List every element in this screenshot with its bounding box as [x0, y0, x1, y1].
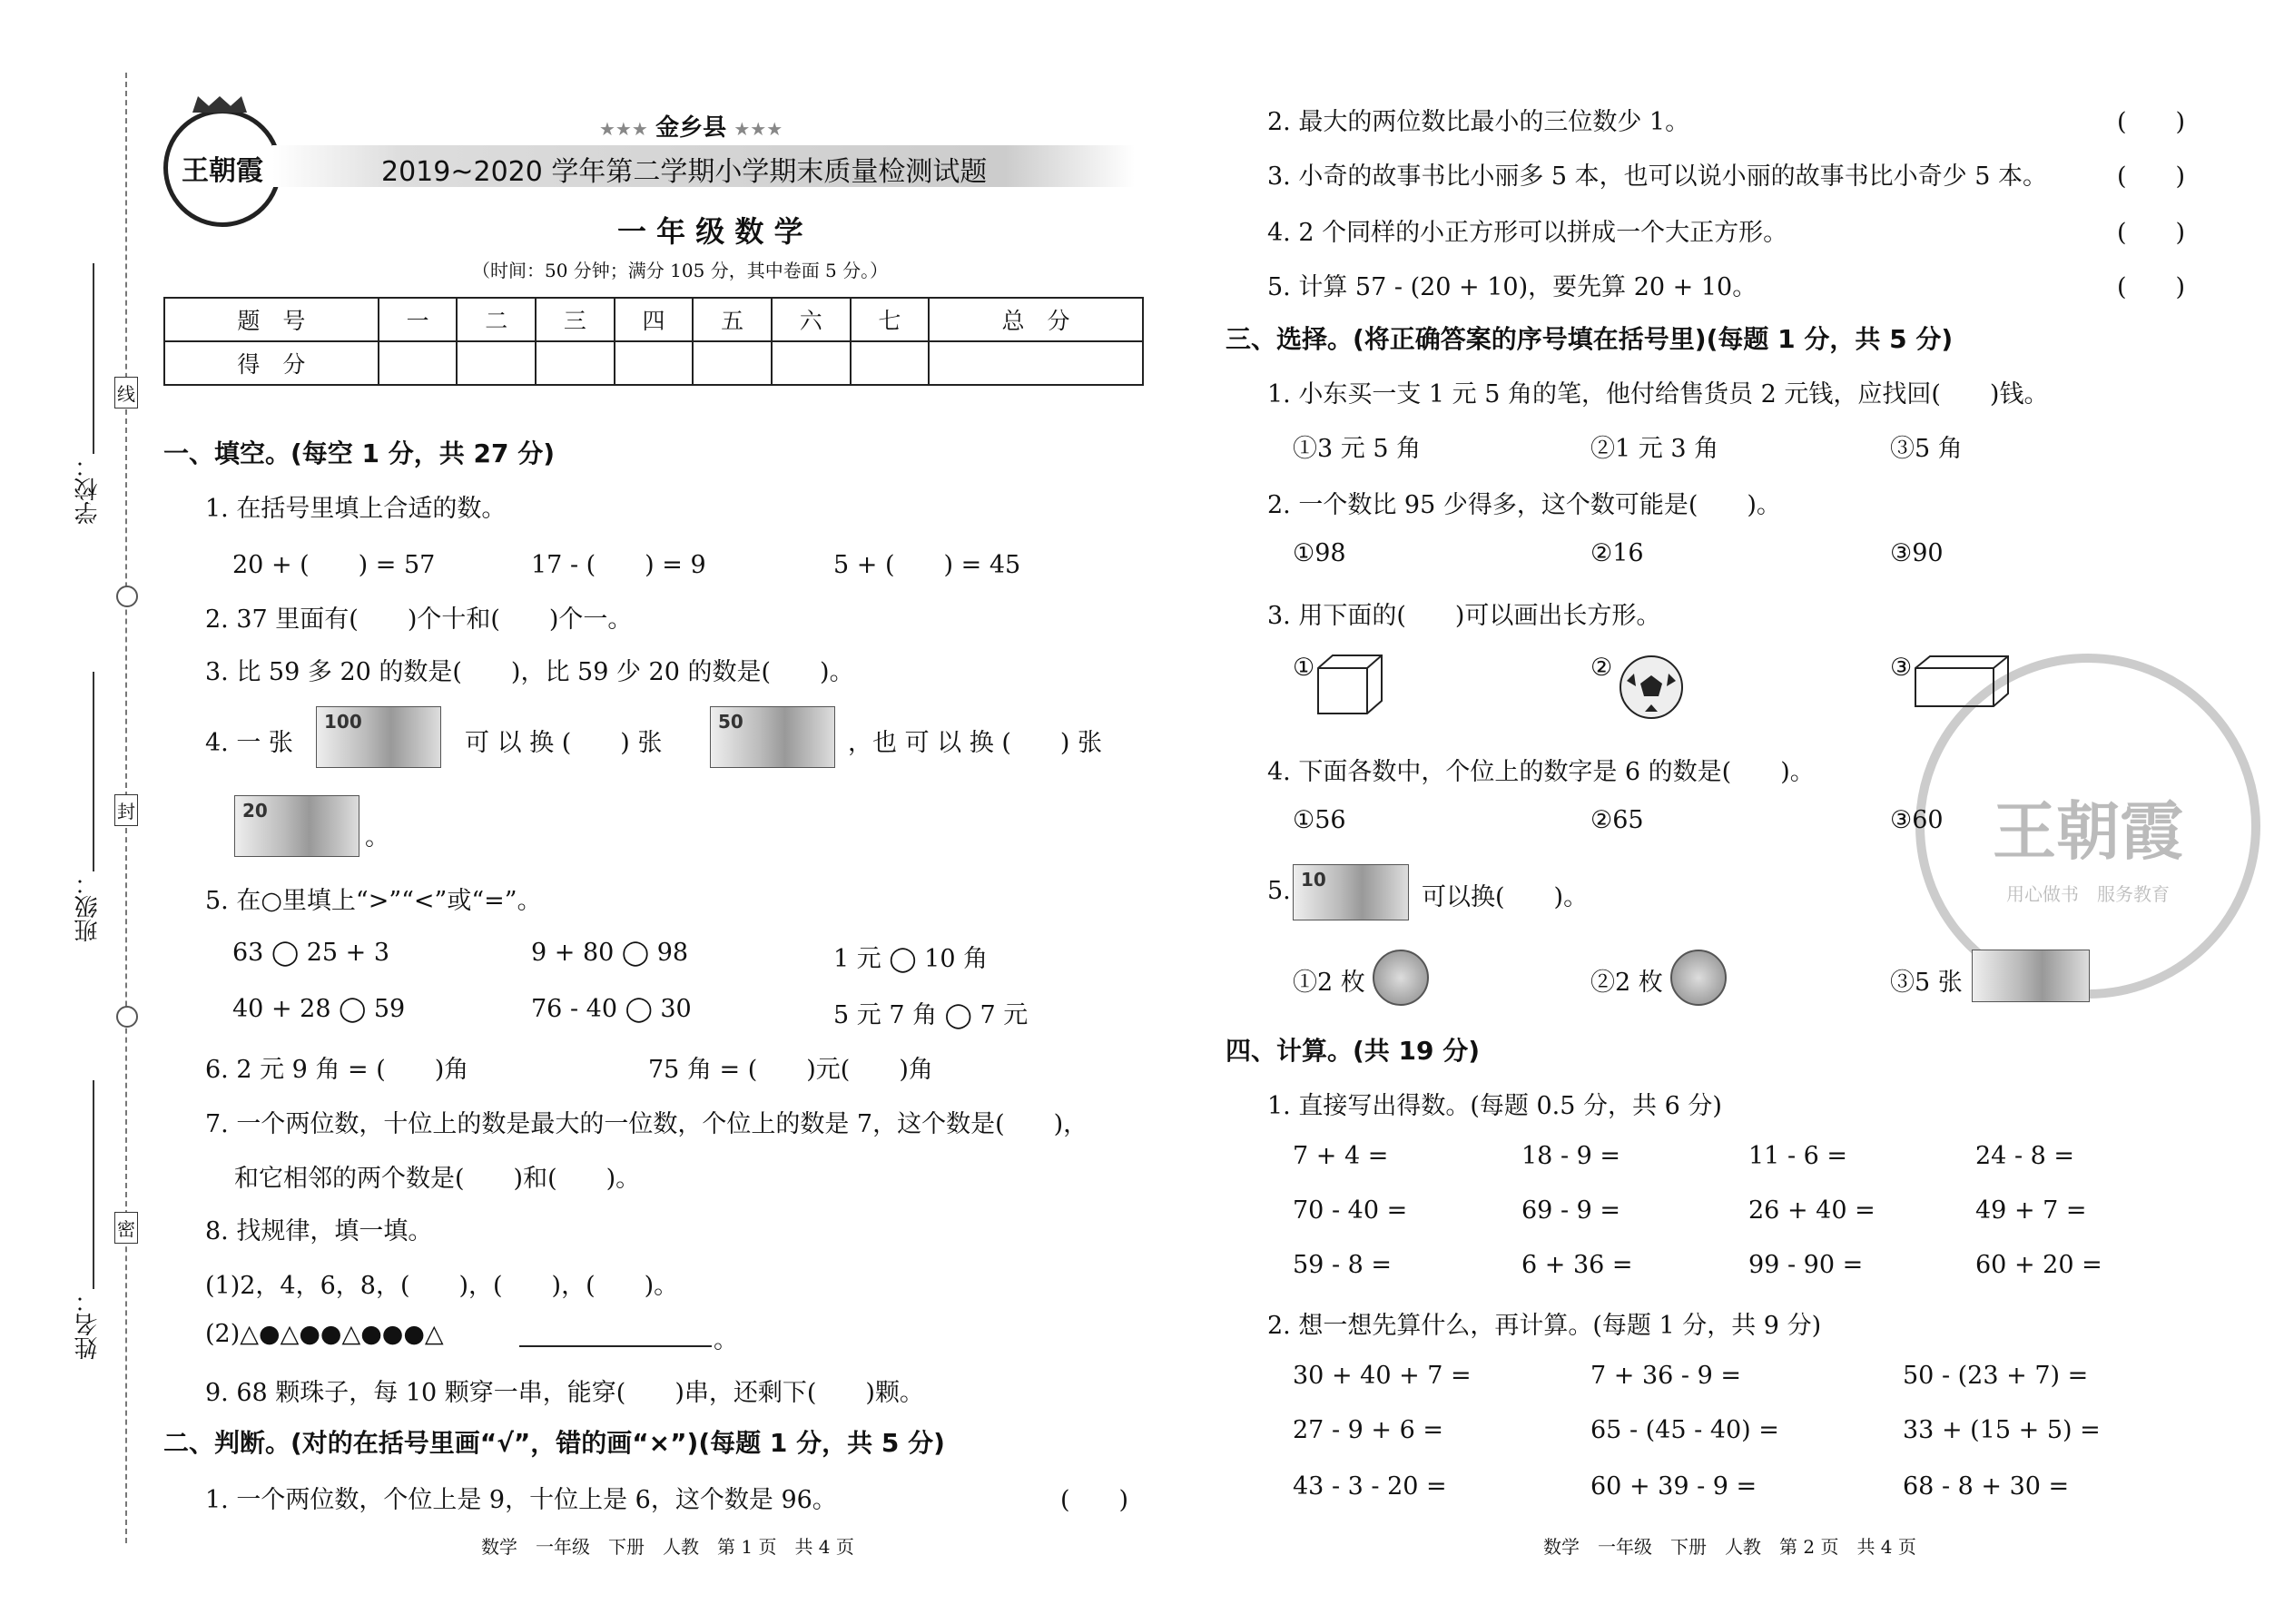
- mark-xian: 线: [114, 377, 138, 408]
- s2-blank: ( ): [2117, 108, 2186, 136]
- score-cell: 总 分: [929, 298, 1143, 341]
- s1-q8-2: (2)△●△●●△●●●△: [205, 1320, 444, 1348]
- county-stars-left: ★★★: [599, 118, 648, 140]
- section3-title: 三、选择。(将正确答案的序号填在括号里)(每题 1 分，共 5 分): [1226, 324, 1954, 354]
- s4-q1-item: 49 + 7 =: [1975, 1196, 2087, 1225]
- school-label: 学校：: [74, 454, 102, 525]
- s4-q1-item: 6 + 36 =: [1521, 1251, 1633, 1279]
- s4-q1-item: 69 - 9 =: [1521, 1196, 1621, 1225]
- s2-item-5: 5. 计算 57 - (20 + 10)，要先算 20 + 10。: [1267, 273, 1757, 301]
- cube-icon: [1314, 652, 1387, 717]
- mark-feng: 封: [114, 794, 138, 826]
- s2-blank: ( ): [2117, 219, 2186, 247]
- s1-q7-b: 和它相邻的两个数是( )和( )。: [234, 1165, 641, 1193]
- s1-q5-item: 63 ◯ 25 + 3: [232, 939, 390, 967]
- s4-q1-item: 59 - 8 =: [1293, 1251, 1393, 1279]
- s3-option: ①2 枚: [1293, 969, 1365, 997]
- watermark-slogan: 用心做书 服务教育: [2006, 883, 2170, 905]
- s1-q1-a: 20 + ( ) = 57: [232, 551, 436, 579]
- score-cell: 得 分: [164, 341, 379, 385]
- s2-blank: ( ): [1060, 1486, 1129, 1514]
- s1-q4-b: 可 以 换 ( ) 张: [465, 729, 663, 757]
- score-cell: [693, 341, 772, 385]
- s3-option: ③90: [1890, 539, 1944, 567]
- score-cell: 四: [615, 298, 694, 341]
- score-cell: 六: [772, 298, 851, 341]
- s4-q2-item: 65 - (45 - 40) =: [1590, 1416, 1779, 1444]
- s3-option: ③: [1890, 654, 1913, 682]
- score-table-score-row: [164, 341, 1143, 385]
- s4-q2-item: 68 - 8 + 30 =: [1903, 1472, 2070, 1501]
- score-cell: [772, 341, 851, 385]
- county-name: 金乡县: [655, 114, 727, 142]
- soccer-ball-icon: [1618, 654, 1685, 721]
- banknote-50-icon: [710, 706, 835, 768]
- s4-q1-item: 24 - 8 =: [1975, 1142, 2075, 1170]
- score-cell: [379, 341, 458, 385]
- name-label: 姓名：: [74, 1289, 102, 1360]
- coin-icon: [1373, 950, 1429, 1006]
- county-stars-right: ★★★: [733, 118, 783, 140]
- s1-q8-2-answer-line: [519, 1345, 712, 1347]
- s1-q8: 8. 找规律，填一填。: [205, 1217, 433, 1245]
- score-cell: 二: [457, 298, 536, 341]
- s2-item-3: 3. 小奇的故事书比小丽多 5 本，也可以说小丽的故事书比小奇少 5 本。: [1267, 162, 2048, 191]
- s4-q2-item: 60 + 39 - 9 =: [1590, 1472, 1757, 1501]
- s3-option: ①: [1293, 654, 1315, 682]
- class-underline: [93, 672, 94, 871]
- crown-icon: [192, 96, 247, 113]
- s3-option: ③5 张: [1890, 969, 1963, 997]
- s2-blank: ( ): [2117, 273, 2186, 301]
- s1-q5-item: 9 + 80 ◯ 98: [531, 939, 689, 967]
- score-table-header-row: [164, 298, 1143, 341]
- s3-option: ②2 枚: [1590, 969, 1663, 997]
- banknote-value: 20: [242, 800, 268, 822]
- score-cell: [851, 341, 930, 385]
- s1-q5: 5. 在○里填上“>”“<”或“=”。: [205, 887, 542, 915]
- name-underline: [93, 1080, 94, 1289]
- s1-q4-d: 。: [365, 823, 389, 851]
- s4-q2-item: 43 - 3 - 20 =: [1293, 1472, 1447, 1501]
- s4-q1-item: 11 - 6 =: [1748, 1142, 1848, 1170]
- s3-q5-a: 5.: [1267, 877, 1291, 905]
- watermark-name: 王朝霞: [1993, 793, 2183, 869]
- footer-right: 数学 一年级 下册 人教 第 2 页 共 4 页: [1543, 1536, 1916, 1558]
- mark-mi: 密: [114, 1212, 138, 1244]
- s1-q8-1: (1)2，4，6，8，( )，( )，( )。: [205, 1272, 679, 1300]
- s3-option: ②1 元 3 角: [1590, 435, 1719, 463]
- s4-q1: 1. 直接写出得数。(每题 0.5 分，共 6 分): [1267, 1092, 1722, 1120]
- s4-q2-item: 30 + 40 + 7 =: [1293, 1362, 1472, 1390]
- score-cell: 三: [536, 298, 615, 341]
- s4-q1-item: 60 + 20 =: [1975, 1251, 2102, 1279]
- s4-q2-item: 27 - 9 + 6 =: [1293, 1416, 1443, 1444]
- s3-option: ③5 角: [1890, 435, 1963, 463]
- s3-q2: 2. 一个数比 95 少得多，这个数可能是( )。: [1267, 491, 1781, 519]
- section2-title: 二、判断。(对的在括号里画“√”，错的画“×”)(每题 1 分，共 5 分): [163, 1428, 945, 1458]
- banknote-100-icon: [316, 706, 441, 768]
- s1-q6-b: 75 角 = ( )元( )角: [648, 1056, 933, 1084]
- banknote-20-icon: [234, 795, 359, 857]
- s4-q2-item: 50 - (23 + 7) =: [1903, 1362, 2089, 1390]
- s2-blank: ( ): [2117, 162, 2186, 191]
- s1-q6-a: 6. 2 元 9 角 = ( )角: [205, 1056, 469, 1084]
- banknote-value: 50: [718, 711, 743, 733]
- score-cell: [615, 341, 694, 385]
- s4-q1-item: 26 + 40 =: [1748, 1196, 1876, 1225]
- exam-title: 2019~2020 学年第二学期小学期末质量检测试题: [381, 156, 988, 188]
- s1-q4-a: 4. 一 张: [205, 729, 293, 757]
- s3-option: ②65: [1590, 806, 1644, 834]
- section1-title: 一、填空。(每空 1 分，共 27 分): [163, 438, 556, 468]
- s4-q1-item: 7 + 4 =: [1293, 1142, 1389, 1170]
- banknote-10-icon: [1293, 864, 1409, 920]
- s1-q5-item: 40 + 28 ◯ 59: [232, 995, 406, 1023]
- score-cell: 题 号: [164, 298, 379, 341]
- school-underline: [93, 263, 94, 454]
- s3-option: ①3 元 5 角: [1293, 435, 1422, 463]
- s2-item-4: 4. 2 个同样的小正方形可以拼成一个大正方形。: [1267, 219, 1788, 247]
- s1-q9: 9. 68 颗珠子，每 10 颗穿一串，能穿( )串，还剩下( )颗。: [205, 1379, 924, 1407]
- s1-q8-2-end: 。: [714, 1326, 738, 1354]
- s2-item-2: 2. 最大的两位数比最小的三位数少 1。: [1267, 108, 1690, 136]
- score-table: [163, 297, 1144, 386]
- s1-q5-item: 1 元 ◯ 10 角: [833, 945, 989, 973]
- score-cell: [929, 341, 1143, 385]
- banknote-value: 100: [324, 711, 362, 733]
- score-cell: 一: [379, 298, 458, 341]
- subject-title: 一 年 级 数 学: [617, 214, 803, 249]
- cuboid-icon: [1912, 654, 2012, 710]
- s2-item-1: 1. 一个两位数，个位上是 9，十位上是 6，这个数是 96。: [205, 1486, 837, 1514]
- s4-q1-item: 99 - 90 =: [1748, 1251, 1864, 1279]
- logo-text: 王朝霞: [182, 155, 263, 187]
- s4-q1-item: 70 - 40 =: [1293, 1196, 1408, 1225]
- ring-icon: [116, 586, 138, 607]
- s3-option: ③60: [1890, 806, 1944, 834]
- s1-q2: 2. 37 里面有( )个十和( )个一。: [205, 605, 633, 634]
- score-cell: 七: [851, 298, 930, 341]
- exam-info: （时间：50 分钟；满分 105 分，其中卷面 5 分。）: [472, 260, 889, 281]
- s4-q1-item: 18 - 9 =: [1521, 1142, 1621, 1170]
- s1-q3: 3. 比 59 多 20 的数是( )，比 59 少 20 的数是( )。: [205, 658, 854, 686]
- s1-q1-c: 5 + ( ) = 45: [833, 551, 1021, 579]
- s3-option: ②: [1590, 654, 1613, 682]
- s3-q4: 4. 下面各数中，个位上的数字是 6 的数是( )。: [1267, 758, 1815, 786]
- s3-q3: 3. 用下面的( )可以画出长方形。: [1267, 602, 1661, 630]
- coin-icon: [1670, 950, 1727, 1006]
- s3-q1: 1. 小东买一支 1 元 5 角的笔，他付给售货员 2 元钱，应找回( )钱。: [1267, 380, 2049, 408]
- s1-q1: 1. 在括号里填上合适的数。: [205, 495, 507, 523]
- s3-option: ①98: [1293, 539, 1346, 567]
- class-label: 班级：: [74, 871, 102, 942]
- s3-q5-b: 可以换( )。: [1422, 883, 1589, 911]
- s1-q7-a: 7. 一个两位数，十位上的数是最大的一位数，个位上的数是 7，这个数是( )，: [205, 1110, 1088, 1138]
- section4-title: 四、计算。(共 19 分): [1226, 1036, 1481, 1066]
- s1-q5-item: 5 元 7 角 ◯ 7 元: [833, 1001, 1029, 1029]
- s1-q1-b: 17 - ( ) = 9: [531, 551, 706, 579]
- s4-q2: 2. 想一想先算什么，再计算。(每题 1 分，共 9 分): [1267, 1312, 1822, 1340]
- s1-q5-item: 76 - 40 ◯ 30: [531, 995, 692, 1023]
- banknote-small-icon: [1972, 950, 2090, 1002]
- score-cell: [536, 341, 615, 385]
- s4-q2-item: 7 + 36 - 9 =: [1590, 1362, 1741, 1390]
- s3-option: ①56: [1293, 806, 1346, 834]
- score-cell: 五: [693, 298, 772, 341]
- score-cell: [457, 341, 536, 385]
- county-line: [599, 109, 783, 143]
- ring-icon: [116, 1006, 138, 1028]
- s1-q4-c: ，也 可 以 换 ( ) 张: [848, 729, 1102, 757]
- footer-left: 数学 一年级 下册 人教 第 1 页 共 4 页: [481, 1536, 854, 1558]
- s3-option: ②16: [1590, 539, 1644, 567]
- logo-seal: [163, 109, 281, 227]
- s4-q2-item: 33 + (15 + 5) =: [1903, 1416, 2101, 1444]
- banknote-value: 10: [1301, 869, 1326, 891]
